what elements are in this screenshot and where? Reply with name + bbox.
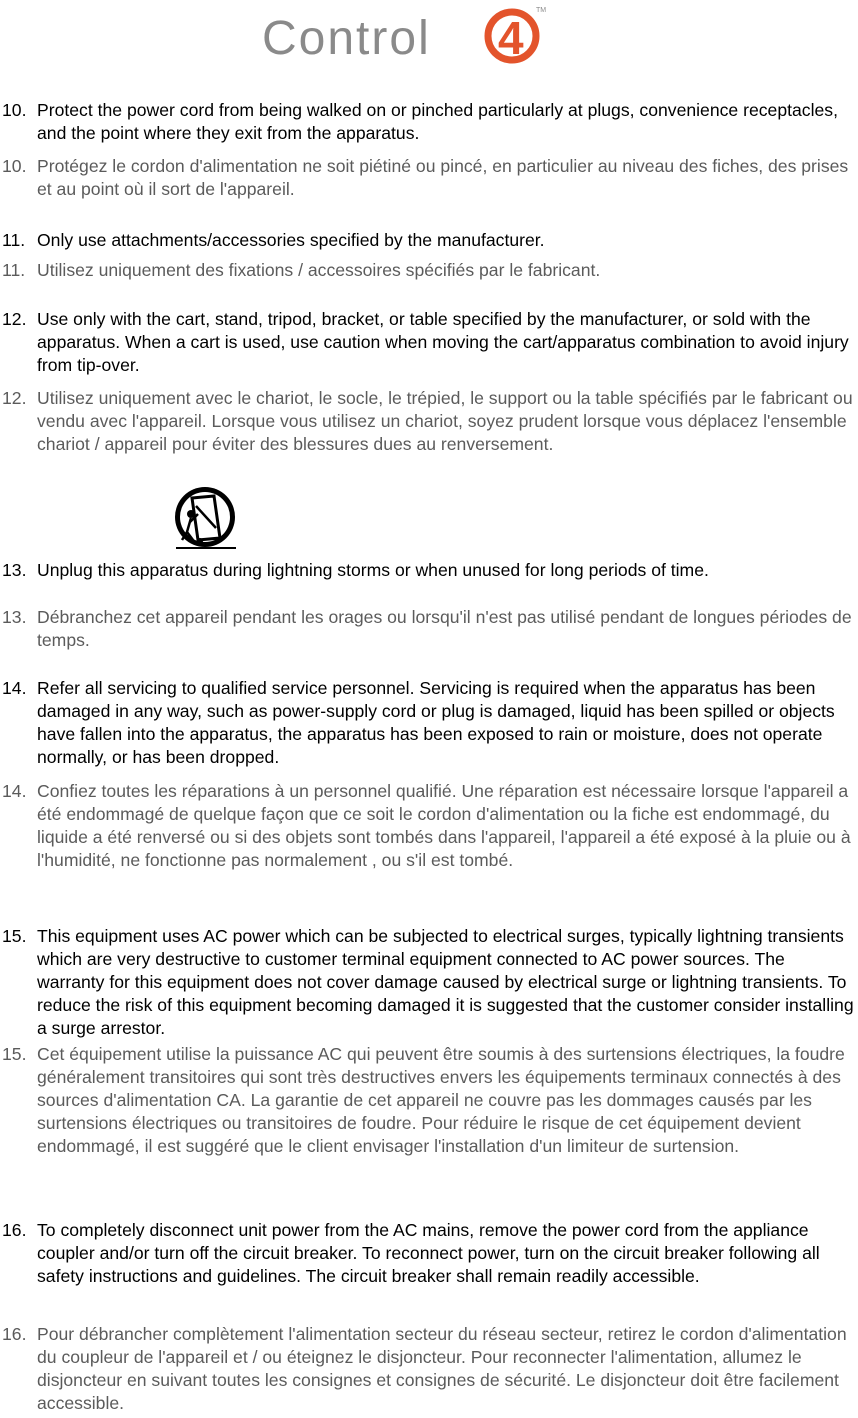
instruction-16-en [0, 1219, 858, 1288]
instruction-11-en [0, 229, 858, 252]
item-text: To completely disconnect unit power from the AC mains, remove the power cord from the appliance coupler and/or turn off the circuit breaker. To reconnect power, turn on the circuit breaker following all safety instructions and guidelines. The circuit breaker shall remain readily accessible. [37, 1220, 820, 1286]
instruction-10-fr [0, 155, 858, 201]
instruction-15-en [0, 925, 858, 1040]
item-number: 15. [2, 1044, 27, 1064]
item-number: 11. [2, 260, 26, 280]
item-number: 12. [2, 388, 27, 408]
item-number: 13. [2, 560, 27, 580]
item-number: 14. [2, 678, 27, 698]
instruction-13-fr [0, 606, 858, 652]
item-text: Unplug this apparatus during lightning storms or when unused for long periods of time. [37, 560, 709, 580]
instruction-12-fr [0, 387, 858, 456]
item-text: Only use attachments/accessories specified by the manufacturer. [37, 230, 545, 250]
item-number: 16. [2, 1220, 27, 1240]
logo-digit: 4 [498, 12, 524, 64]
item-number: 15. [2, 926, 27, 946]
instruction-11-fr [0, 259, 858, 282]
item-text: Débranchez cet appareil pendant les orages ou lorsqu'il n'est pas utilisé pendant de longues périodes de temps. [37, 607, 852, 650]
item-text: Protégez le cordon d'alimentation ne soit piétiné ou pincé, en particulier au niveau des fiches, des prises et au point où il sort de l'appareil. [37, 156, 849, 199]
item-text: Pour débrancher complètement l'alimentation secteur du réseau secteur, retirez le cordon d'alimentation du coupleur de l'appareil et / ou éteignez le disjoncteur. Pour reconnecter l'alimentation, allumez le disjoncteur en suivant toutes les consignes et consignes de sécurité. Le disjoncteur doit être facilement accessible. [37, 1324, 847, 1413]
item-text: Utilisez uniquement avec le chariot, le socle, le trépied, le support ou la table spécifiés par le fabricant ou vendu avec l'appareil. Lorsque vous utilisez un chariot, soyez prudent lorsque vous déplacez l'ensemble chariot / appareil pour éviter des blessures dues au renversement. [37, 388, 853, 454]
item-text: Cet équipement utilise la puissance AC qui peuvent être soumis à des surtensions électriques, la foudre généralement transitoires qui sont très destructives envers les équipements terminaux connectés à des sources d'alimentation CA. La garantie de cet appareil ne couvre pas les dommages causés par les surtensions électriques ou transitoires de foudre. Pour réduire le risque de cet équipement devient endommagé, il est suggéré que le client envisager l'installation d'un limiteur de surtension. [37, 1044, 845, 1156]
instruction-10-en [0, 99, 858, 145]
item-text: Confiez toutes les réparations à un personnel qualifié. Une réparation est nécessaire lorsque l'appareil a été endommagé de quelque façon que ce soit le cordon d'alimentation ou la fiche est endommagé, du liquide a été renversé ou si des objets sont tombés dans l'appareil, l'appareil a été exposé à la pluie ou à l'humidité, ne fonctionne pas normalement , ou s'il est tombé. [37, 781, 851, 870]
cart-tip-over-warning-icon [170, 484, 240, 552]
instruction-14-fr [0, 780, 858, 872]
item-text: Refer all servicing to qualified service personnel. Servicing is required when the apparatus has been damaged in any way, such as power-supply cord or plug is damaged, liquid has been spilled or objects have fallen into the apparatus, the apparatus has been exposed to rain or moisture, does not operate normally, or has been dropped. [37, 678, 835, 767]
item-text: This equipment uses AC power which can be subjected to electrical surges, typically lightning transients which are very destructive to customer terminal equipment connected to AC power sources. The warranty for this equipment does not cover damage caused by electrical surge or lightning transients. To reduce the risk of this equipment becoming damaged it is suggested that the customer consider installing a surge arrestor. [37, 926, 854, 1038]
item-number: 10. [2, 156, 27, 176]
item-number: 12. [2, 309, 27, 329]
instruction-16-fr [0, 1323, 858, 1415]
item-text: Utilisez uniquement des fixations / accessoires spécifiés par le fabricant. [37, 260, 601, 280]
logo-trademark: TM [536, 7, 547, 14]
item-text: Protect the power cord from being walked on or pinched particularly at plugs, convenience receptacles, and the point where they exit from the apparatus. [37, 100, 838, 143]
instruction-14-en [0, 677, 858, 769]
control4-logo [262, 2, 552, 68]
instruction-13-en [0, 559, 858, 582]
item-number: 11. [2, 230, 26, 250]
item-text: Use only with the cart, stand, tripod, bracket, or table specified by the manufacturer, or sold with the apparatus. When a cart is used, use caution when moving the cart/apparatus combination to avoid injury from tip-over. [37, 309, 849, 375]
instruction-15-fr [0, 1043, 858, 1158]
item-number: 16. [2, 1324, 27, 1344]
item-number: 10. [2, 100, 27, 120]
item-number: 13. [2, 607, 27, 627]
logo-wordmark: Control [262, 12, 431, 65]
instruction-12-en [0, 308, 858, 377]
item-number: 14. [2, 781, 27, 801]
